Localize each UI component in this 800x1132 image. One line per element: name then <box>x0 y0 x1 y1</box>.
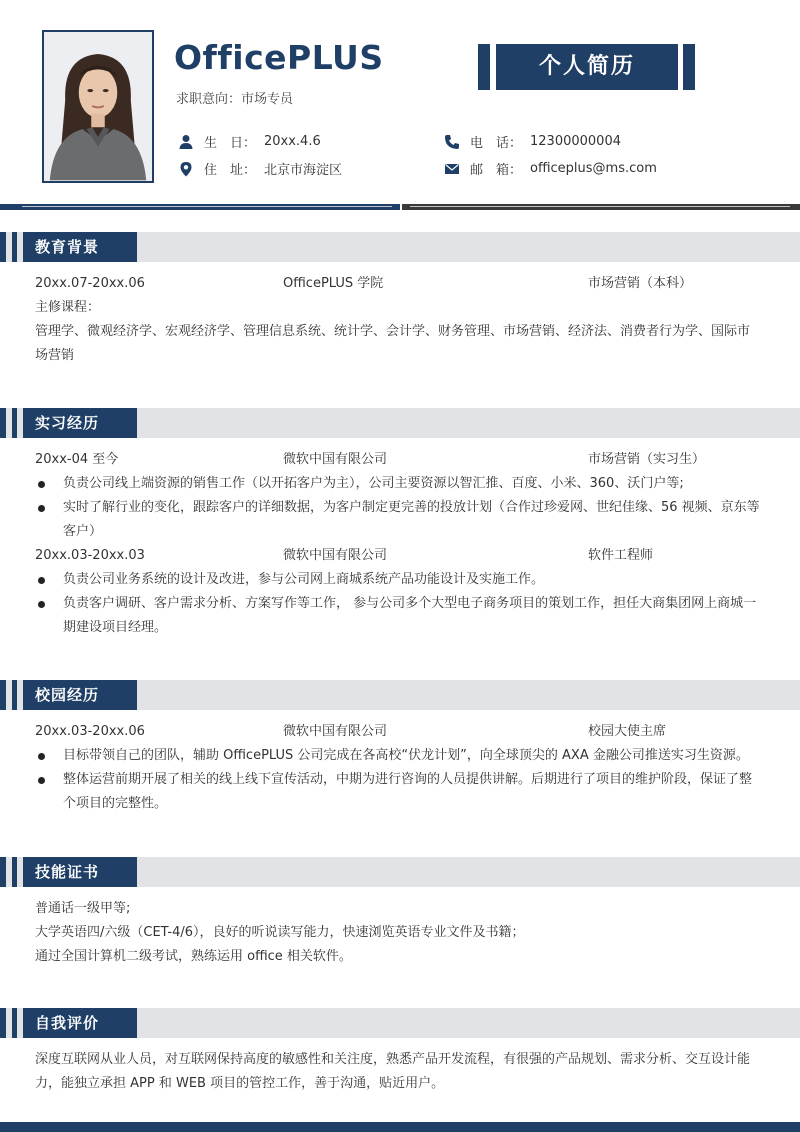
job-intent: 求职意向：市场专员 <box>176 92 294 107</box>
heading-stripe <box>0 1008 6 1038</box>
list-item: 负责公司线上端资源的销售工作（以开拓客户为主），公司主要资源以智汇推、百度、小米、360、沃门户等; <box>35 472 760 496</box>
education-school: OfficePLUS 学院 <box>283 276 384 291</box>
job-bullets <box>35 568 760 640</box>
campus-body <box>0 710 800 816</box>
campus-period: 20xx.03-20xx.06 <box>35 724 145 739</box>
location-pin-icon <box>178 161 194 177</box>
skill-line: 大学英语四/六级（CET-4/6），良好的听说读写能力，快速浏览英语专业文件及书籍； <box>35 925 525 940</box>
job-row <box>35 448 760 472</box>
header-divider-line-left <box>22 206 392 207</box>
self-eval-title: 自我评价 <box>23 1008 137 1038</box>
heading-stripe <box>0 232 6 262</box>
campus-row <box>35 720 760 744</box>
heading-stripe <box>12 408 17 438</box>
courses-list: 管理学、微观经济学、宏观经济学、管理信息系统、统计学、会计学、财务管理、市场营销、经济法、消费者行为学、国际市场营销 <box>35 324 751 363</box>
phone-icon <box>444 134 460 150</box>
address-value: 北京市海淀区 <box>264 163 343 178</box>
skills-heading <box>0 857 800 887</box>
list-item: 负责公司业务系统的设计及改进，参与公司网上商城系统产品功能设计及实施工作。 <box>35 568 760 592</box>
title-bar-right <box>683 44 695 90</box>
footer-bar <box>0 1122 800 1132</box>
campus-bullets <box>35 744 760 816</box>
list-item: 实时了解行业的变化，跟踪客户的详细数据，为客户制定更完善的投放计划（合作过珍爱网、世纪佳缘、56 视频、京东等客户） <box>35 496 760 544</box>
phone-label: 电 话： <box>470 136 523 151</box>
job-row <box>35 544 760 568</box>
skill-line: 普通话一级甲等; <box>35 901 131 916</box>
phone-value: 12300000004 <box>530 134 621 149</box>
heading-stripe <box>12 857 17 887</box>
campus-section <box>0 680 800 816</box>
job-company: 微软中国有限公司 <box>283 452 388 467</box>
list-item: 负责客户调研、客户需求分析、方案写作等工作， 参与公司多个大型电子商务项目的策划工作，担任大商集团网上商城一期建设项目经理。 <box>35 592 760 640</box>
internship-section <box>0 408 800 640</box>
address-label: 住 址： <box>204 163 257 178</box>
resume-header <box>0 0 800 215</box>
internship-body <box>0 438 800 640</box>
birth-info <box>178 132 321 151</box>
birth-value: 20xx.4.6 <box>264 134 321 149</box>
heading-stripe <box>0 408 6 438</box>
education-period: 20xx.07-20xx.06 <box>35 276 145 291</box>
header-divider-blue <box>0 204 400 210</box>
heading-stripe <box>12 232 17 262</box>
resume-title: 个人简历 <box>496 44 678 90</box>
campus-role: 校园大使主席 <box>588 724 667 739</box>
heading-stripe <box>0 680 6 710</box>
list-item: 整体运营前期开展了相关的线上线下宣传活动，中期为进行咨询的人员提供讲解。后期进行了项目的维护阶段，保证了整个项目的完整性。 <box>35 768 760 816</box>
skills-title: 技能证书 <box>23 857 137 887</box>
job-period: 20xx.03-20xx.03 <box>35 548 145 563</box>
education-body <box>0 262 800 368</box>
self-eval-text: 深度互联网从业人员，对互联网保持高度的敏感性和关注度，熟悉产品开发流程，有很强的产品规划、需求分析、交互设计能力，能独立承担 APP 和 WEB 项目的管控工作，善于沟通，贴近用户。 <box>35 1052 751 1091</box>
person-icon <box>178 134 194 150</box>
education-row <box>35 272 760 296</box>
address-info <box>178 159 342 178</box>
profile-photo <box>42 30 154 183</box>
birth-label: 生 日： <box>204 136 257 151</box>
heading-stripe <box>12 680 17 710</box>
envelope-icon <box>444 161 460 177</box>
education-title: 教育背景 <box>23 232 137 262</box>
candidate-name: OfficePLUS <box>174 38 384 77</box>
email-info <box>444 159 657 178</box>
email-label: 邮 箱： <box>470 163 523 178</box>
job-role: 软件工程师 <box>588 548 654 563</box>
job-period: 20xx-04 至今 <box>35 452 119 467</box>
header-divider-line-right <box>410 206 790 207</box>
title-bar-left <box>478 44 490 90</box>
courses-label: 主修课程： <box>35 300 101 315</box>
resume-title-banner <box>478 44 718 90</box>
campus-heading <box>0 680 800 710</box>
education-section <box>0 232 800 368</box>
education-major: 市场营销（本科） <box>588 276 693 291</box>
self-eval-section <box>0 1008 800 1096</box>
skills-body <box>0 887 800 969</box>
email-value: officeplus@ms.com <box>530 161 657 176</box>
phone-info <box>444 132 621 151</box>
skill-line: 通过全国计算机二级考试，熟练运用 office 相关软件。 <box>35 949 352 964</box>
job-company: 微软中国有限公司 <box>283 548 388 563</box>
internship-heading <box>0 408 800 438</box>
header-divider-dark <box>402 204 800 210</box>
education-heading <box>0 232 800 262</box>
campus-title: 校园经历 <box>23 680 137 710</box>
skills-section <box>0 857 800 969</box>
job-bullets <box>35 472 760 544</box>
self-eval-body <box>0 1038 800 1096</box>
heading-stripe <box>12 1008 17 1038</box>
campus-company: 微软中国有限公司 <box>283 724 388 739</box>
internship-title: 实习经历 <box>23 408 137 438</box>
header-divider <box>0 202 800 212</box>
portrait-image <box>44 32 152 181</box>
self-eval-heading <box>0 1008 800 1038</box>
heading-stripe <box>0 857 6 887</box>
job-role: 市场营销（实习生） <box>588 452 706 467</box>
list-item: 目标带领自己的团队，辅助 OfficePLUS 公司完成在各高校“伏龙计划”，向全球顶尖的 AXA 金融公司推送实习生资源。 <box>35 744 760 768</box>
